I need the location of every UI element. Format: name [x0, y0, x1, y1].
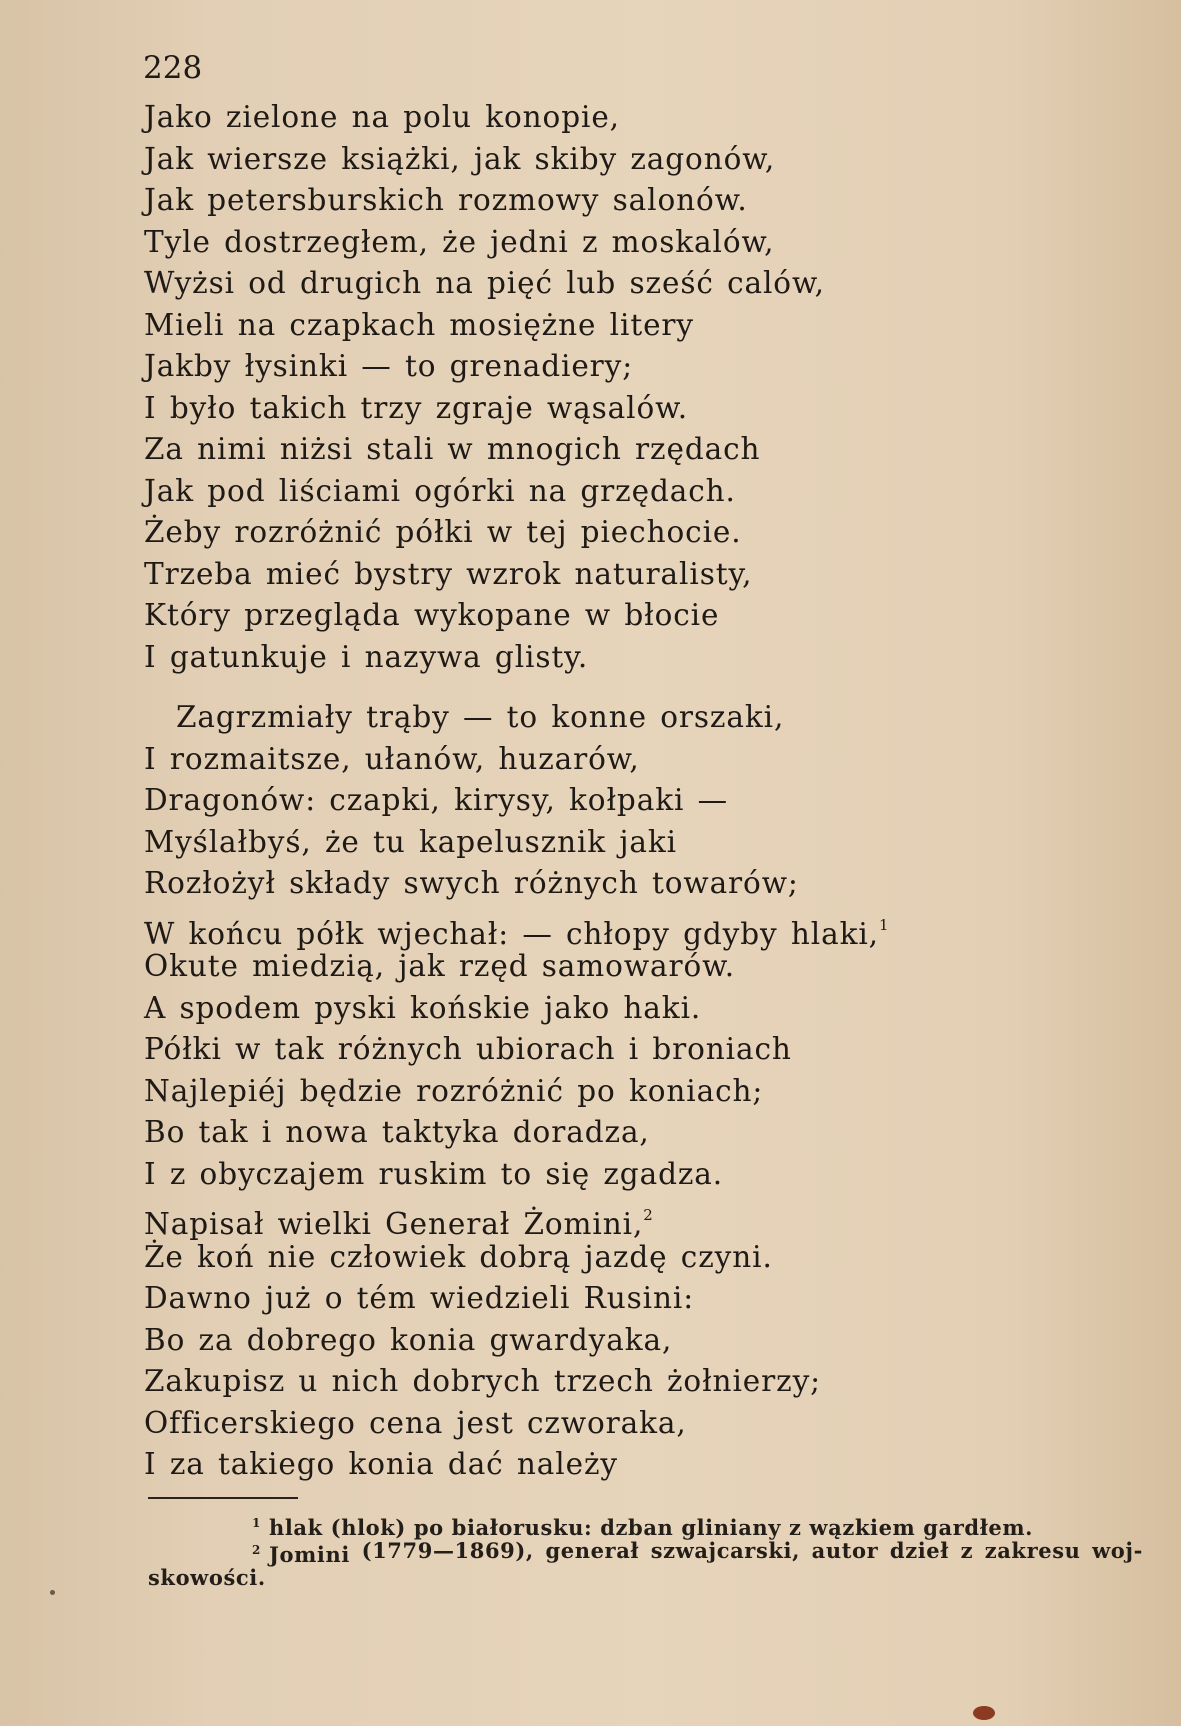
footnote-2-word: dzieł — [889, 1538, 949, 1563]
footnote-2-word: generał — [545, 1538, 640, 1563]
footnotes — [148, 1512, 1143, 1589]
verse-line: Mieli na czapkach mosiężne litery — [144, 307, 694, 342]
footnote-ref-2: 2 — [643, 1206, 653, 1224]
verse-line: Dawno już o tém wiedzieli Rusini: — [144, 1281, 695, 1315]
verse-line: Myślałbyś, że tu kapelusznik jaki — [144, 824, 678, 859]
verse-line-with-note — [144, 905, 889, 951]
verse-line-with-note — [144, 1195, 889, 1241]
footnote-2-word: woj- — [1092, 1538, 1143, 1563]
footnote-2-continuation: skowości. — [148, 1565, 266, 1590]
paper-speck — [50, 1590, 55, 1595]
verse-line: Bo tak i nowa taktyka doradza, — [144, 1115, 650, 1149]
verse-line: Trzeba mieć bystry wzrok naturalisty, — [144, 556, 753, 591]
verse-line: I rozmaitsze, ułanów, huzarów, — [144, 741, 640, 776]
verse-line: Za nimi niżsi stali w mnogich rzędach — [144, 432, 761, 466]
footnote-2-word: szwajcarski, — [650, 1538, 801, 1563]
verse-line: Zagrzmiały trąby — to konne orszaki, — [176, 700, 785, 734]
footnote-mark-1: 1 — [252, 1516, 261, 1530]
stanza-2 — [144, 697, 889, 1486]
verse-line: Że koń nie człowiek dobrą jazdę czyni. — [144, 1239, 773, 1274]
verse-line: Jakby łysinki — to grenadiery; — [144, 349, 634, 383]
verse-line: Dragonów: czapki, kirysy, kołpaki — — [144, 783, 728, 817]
footnote-1 — [148, 1512, 1143, 1539]
verse-line: Jako zielone na polu konopie, — [144, 100, 620, 134]
footnote-2-word: (1779—1869), — [361, 1538, 534, 1563]
verse-line: Półki w tak różnych ubiorach i broniach — [144, 1032, 792, 1066]
footnote-mark-2: 2 — [252, 1543, 261, 1557]
footnote-2 — [148, 1539, 1143, 1566]
verse-line: Który przegląda wykopane w błocie — [144, 598, 720, 632]
verse-line: Bo za dobrego konia gwardyaka, — [144, 1322, 673, 1357]
footnote-2-word: z — [960, 1538, 974, 1563]
verse-line: Officerskiego cena jest czworaka, — [144, 1405, 687, 1440]
footnote-2-word: zakresu — [984, 1538, 1081, 1563]
footnote-2-word: 2 Jomini — [252, 1539, 350, 1566]
verse-line: Wyżsi od drugich na pięć lub sześć calów, — [144, 266, 825, 300]
verse-line: Jak wiersze książki, jak skiby zagonów, — [144, 141, 776, 176]
footnote-divider — [148, 1497, 298, 1499]
verse-text: W końcu półk wjechał: — chłopy gdyby hlaki, — [144, 916, 879, 951]
footnote-1-text: hlak (hlok) po białorusku: dzban gliniany z wązkiem gardłem. — [268, 1515, 1034, 1540]
verse-line: Tyle dostrzegłem, że jedni z moskalów, — [144, 224, 775, 259]
page-number: 228 — [143, 50, 203, 86]
verse-line: Żeby rozróżnić półki w tej piechocie. — [144, 515, 742, 549]
verse-text: Napisał wielki Generał Żomini, — [144, 1207, 644, 1241]
verse-line: I gatunkuje i nazywa glisty. — [144, 639, 589, 674]
verse-line: Zakupisz u nich dobrych trzech żołnierzy; — [144, 1364, 822, 1398]
verse-line: Jak petersburskich rozmowy salonów. — [144, 183, 748, 217]
paper-stain — [973, 1706, 995, 1720]
footnote-ref-1: 1 — [878, 915, 889, 934]
verse-line: I było takich trzy zgraje wąsalów. — [144, 390, 689, 425]
verse-line: Najlepiéj będzie rozróżnić po koniach; — [144, 1073, 764, 1108]
verse-line: Jak pod liściami ogórki na grzędach. — [144, 473, 736, 508]
verse-line: A spodem pyski końskie jako haki. — [144, 990, 702, 1025]
stanza-1 — [144, 97, 825, 678]
verse-line: Rozłożył składy swych różnych towarów; — [144, 866, 799, 900]
verse-line: I za takiego konia dać należy — [144, 1447, 618, 1481]
verse-line: I z obyczajem ruskim to się zgadza. — [144, 1156, 724, 1191]
footnote-2-word: autor — [811, 1538, 879, 1563]
verse-line: Okute miedzią, jak rzęd samowarów. — [144, 949, 736, 983]
